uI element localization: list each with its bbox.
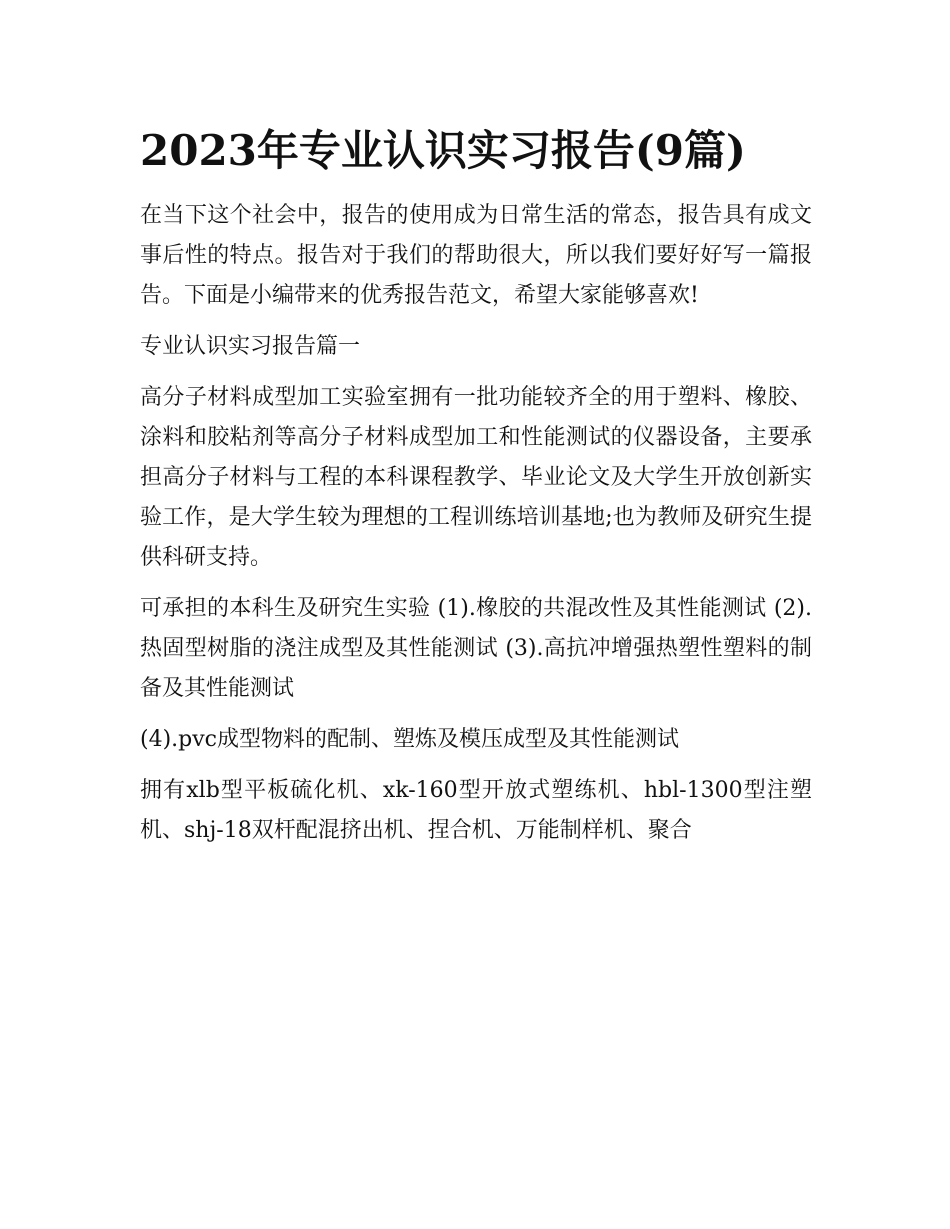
document-title: 2023年专业认识实习报告(9篇) <box>140 126 746 175</box>
section-heading: 专业认识实习报告篇一 <box>140 334 361 359</box>
body-paragraph: 高分子材料成型加工实验室拥有一批功能较齐全的用于塑料、橡胶、涂料和胶粘剂等高分子材料成型加工和性能测试的仪器设备，主要承担高分子材料与工程的本科课程教学、毕业论文及大学生开放创新实验工作，是大学生较为理想的工程训练培训基地;也为教师及研究生提供科研支持。 <box>140 385 812 570</box>
intro-paragraph: 在当下这个社会中，报告的使用成为日常生活的常态，报告具有成文事后性的特点。报告对于我们的帮助很大，所以我们要好好写一篇报告。下面是小编带来的优秀报告范文，希望大家能够喜欢! <box>140 203 812 308</box>
body-paragraph: (4).pvc成型物料的配制、塑炼及模压成型及其性能测试 <box>140 727 679 752</box>
body-paragraph: 拥有xlb型平板硫化机、xk-160型开放式塑练机、hbl-1300型注塑机、shj-18双杆配混挤出机、捏合机、万能制样机、聚合 <box>140 778 812 843</box>
body-paragraph: 可承担的本科生及研究生实验 (1).橡胶的共混改性及其性能测试 (2).热固型树脂的浇注成型及其性能测试 (3).高抗冲增强热塑性塑料的制备及其性能测试 <box>140 596 812 701</box>
document-page <box>140 112 812 862</box>
